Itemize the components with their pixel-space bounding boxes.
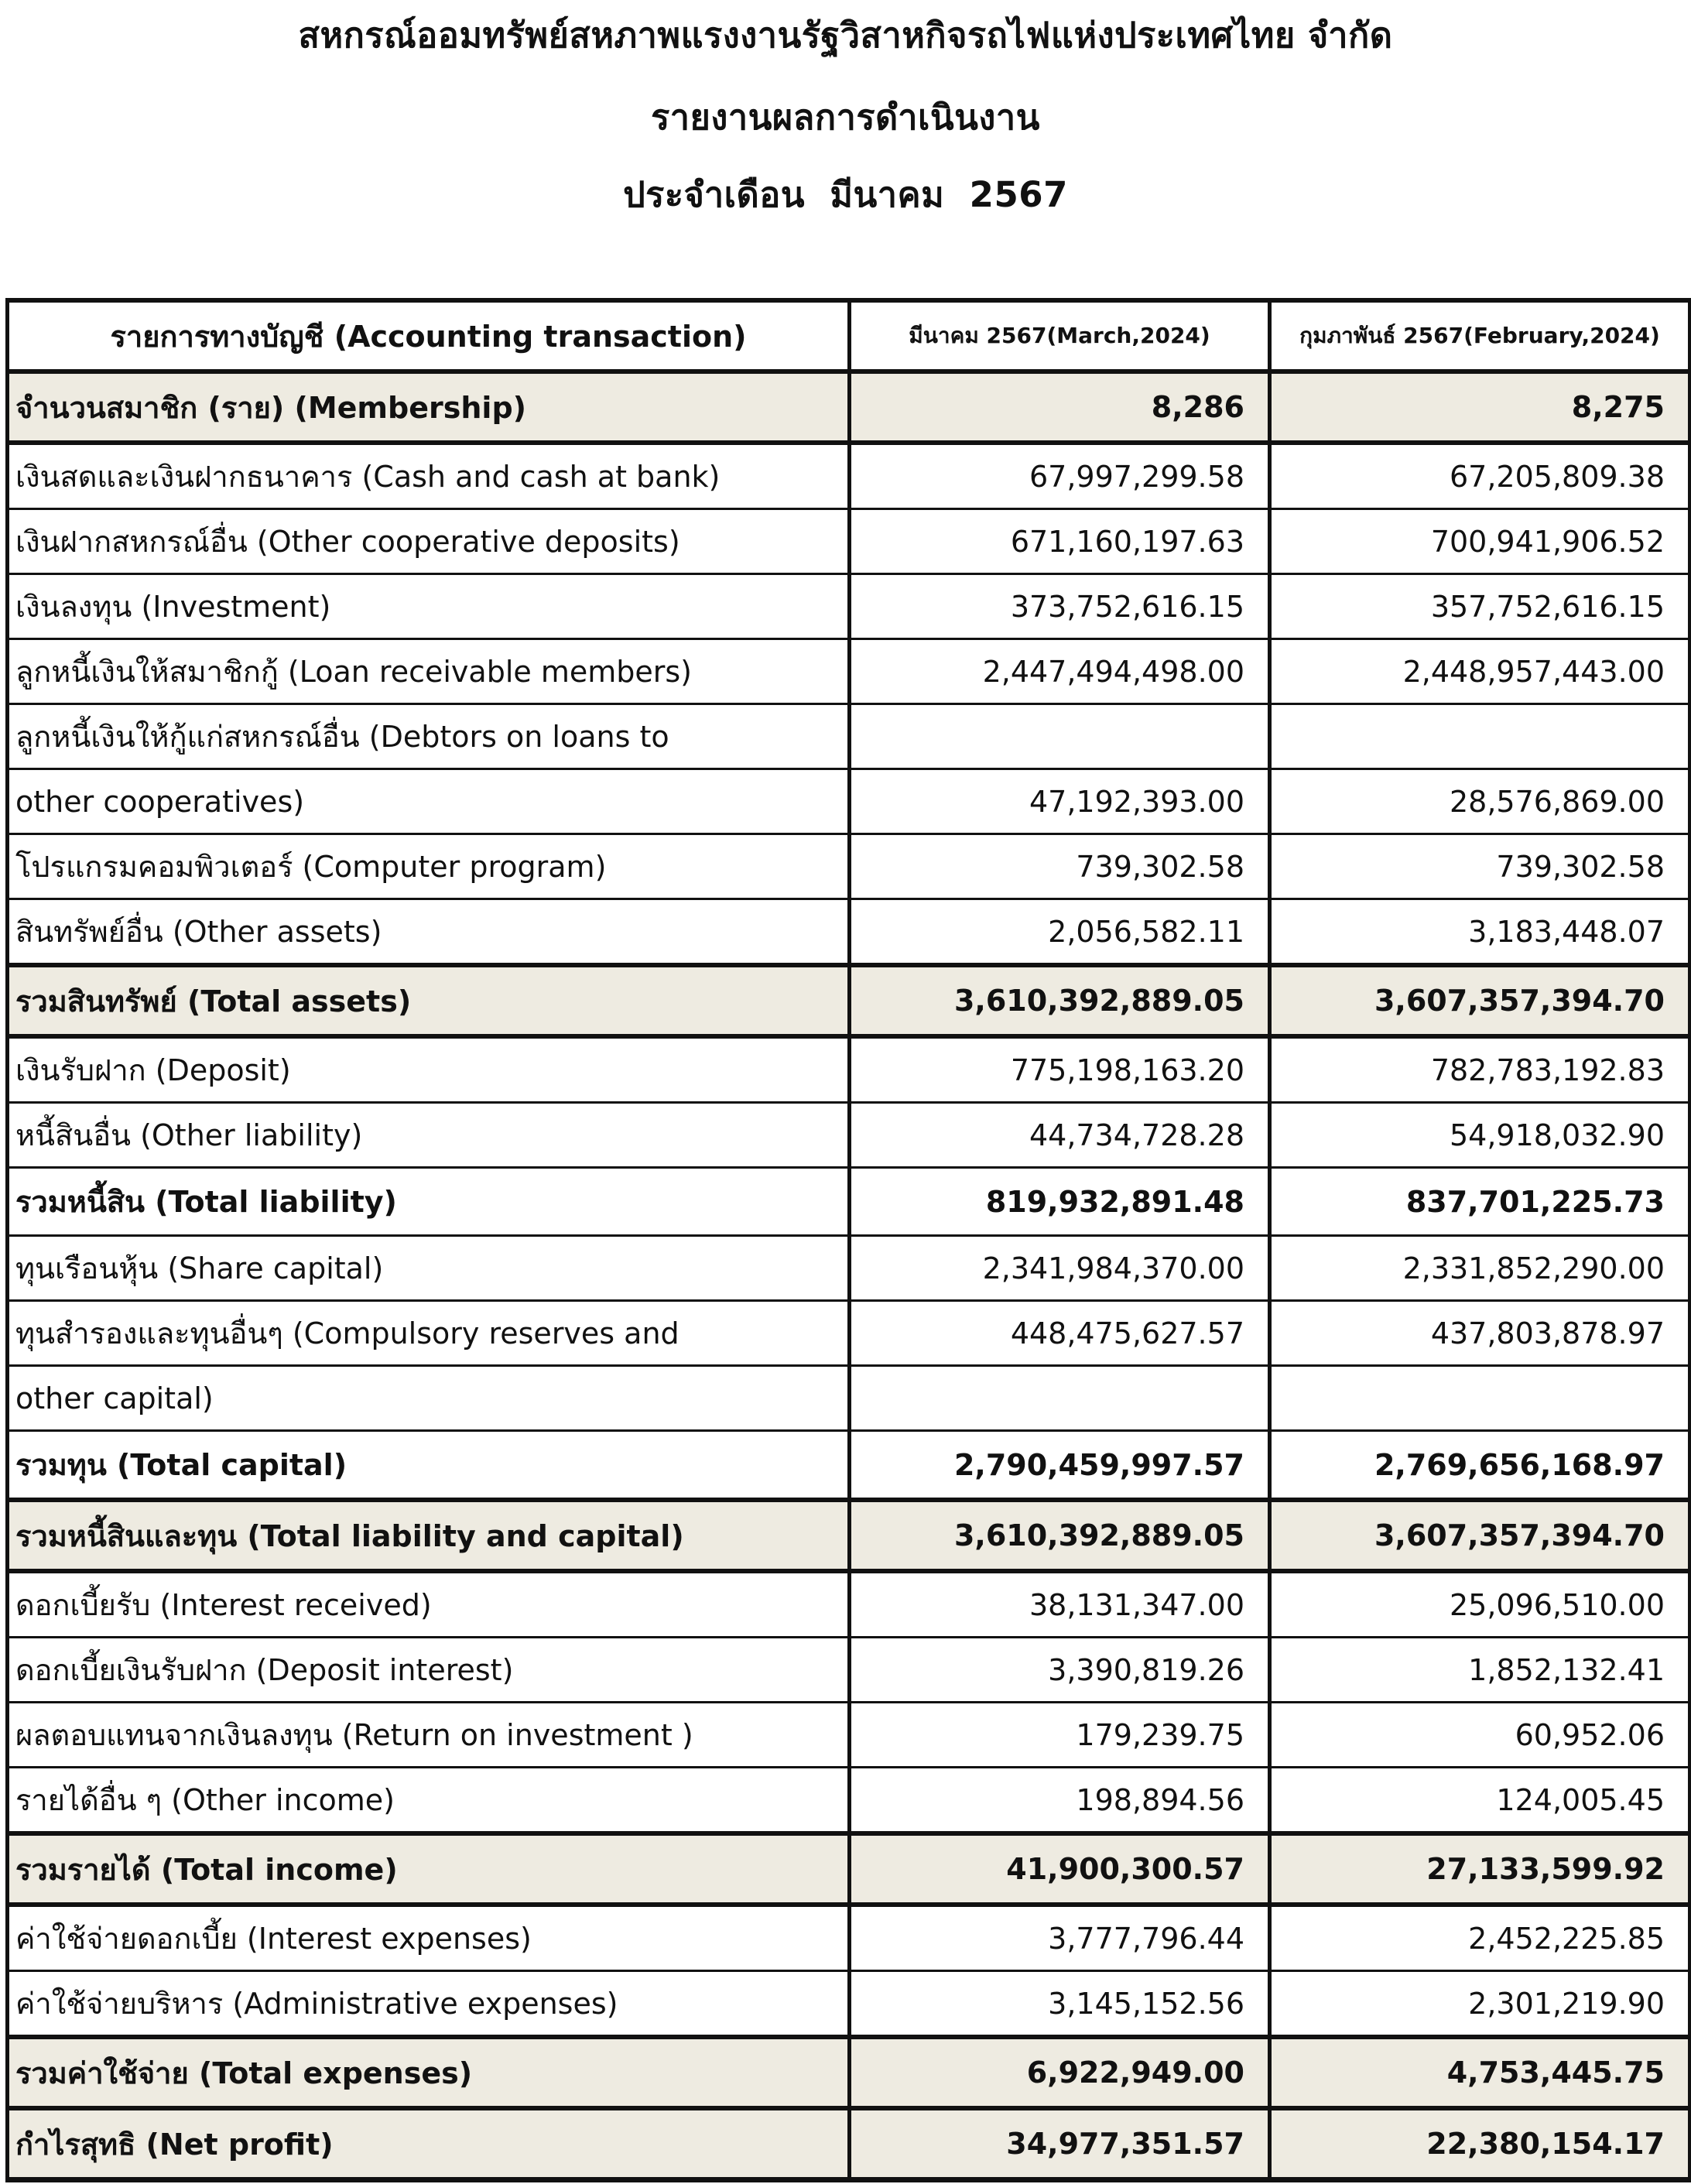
row-label: ทุนเรือนหุ้น (Share capital) [8, 1236, 850, 1301]
row-value-march: 179,239.75 [850, 1703, 1270, 1768]
row-value-march: 739,302.58 [850, 834, 1270, 899]
row-value-march: 3,390,819.26 [850, 1638, 1270, 1703]
column-header-february-2024: กุมภาพันธ์ 2567(February,2024) [1270, 300, 1690, 371]
table-row [8, 1971, 1690, 2038]
row-value-february: 2,301,219.90 [1270, 1971, 1690, 2038]
row-value-february: 357,752,616.15 [1270, 574, 1690, 639]
row-label: ค่าใช้จ่ายดอกเบี้ย (Interest expenses) [8, 1905, 850, 1971]
row-label: ผลตอบแทนจากเงินลงทุน (Return on investment ) [8, 1703, 850, 1768]
table-row [8, 1301, 1690, 1366]
table-row [8, 1703, 1690, 1768]
table-row [8, 834, 1690, 899]
row-value-february: 4,753,445.75 [1270, 2037, 1690, 2108]
report-period: ประจำเดือน มีนาคม 2567 [623, 174, 1068, 215]
row-value-february: 67,205,809.38 [1270, 443, 1690, 509]
row-value-march: 2,790,459,997.57 [850, 1431, 1270, 1501]
row-value-february: 837,701,225.73 [1270, 1168, 1690, 1236]
table-row [8, 1036, 1690, 1103]
table-row-total-capital [8, 1431, 1690, 1501]
row-value-february: 8,275 [1270, 371, 1690, 443]
column-header-accounting-transaction: รายการทางบัญชี (Accounting transaction) [8, 300, 850, 371]
row-value-march: 671,160,197.63 [850, 509, 1270, 574]
row-label: หนี้สินอื่น (Other liability) [8, 1103, 850, 1168]
row-label: รวมหนี้สิน (Total liability) [8, 1168, 850, 1236]
row-value-february: 2,331,852,290.00 [1270, 1236, 1690, 1301]
row-label: ดอกเบี้ยเงินรับฝาก (Deposit interest) [8, 1638, 850, 1703]
row-value-february: 2,448,957,443.00 [1270, 639, 1690, 704]
row-label: รวมรายได้ (Total income) [8, 1833, 850, 1905]
row-value-march: 2,447,494,498.00 [850, 639, 1270, 704]
table-row [8, 899, 1690, 966]
row-value-february: 54,918,032.90 [1270, 1103, 1690, 1168]
row-value-march: 67,997,299.58 [850, 443, 1270, 509]
row-value-february: 437,803,878.97 [1270, 1301, 1690, 1366]
row-value-february: 1,852,132.41 [1270, 1638, 1690, 1703]
table-row [8, 1103, 1690, 1168]
row-value-march: 819,932,891.48 [850, 1168, 1270, 1236]
row-value-february: 3,607,357,394.70 [1270, 965, 1690, 1036]
row-value-march: 47,192,393.00 [850, 769, 1270, 834]
row-value-march: 3,145,152.56 [850, 1971, 1270, 2038]
table-row [8, 509, 1690, 574]
row-value-march: 38,131,347.00 [850, 1571, 1270, 1638]
table-row-membership [8, 371, 1690, 443]
row-value-february: 124,005.45 [1270, 1768, 1690, 1834]
row-value-february: 28,576,869.00 [1270, 769, 1690, 834]
row-value-february: 739,302.58 [1270, 834, 1690, 899]
row-value-february: 25,096,510.00 [1270, 1571, 1690, 1638]
row-value-march: 3,777,796.44 [850, 1905, 1270, 1971]
row-value-march: 448,475,627.57 [850, 1301, 1270, 1366]
row-value-february: 782,783,192.83 [1270, 1036, 1690, 1103]
row-value-march [850, 704, 1270, 769]
row-value-march: 41,900,300.57 [850, 1833, 1270, 1905]
table-row [8, 1571, 1690, 1638]
table-row-total-assets [8, 965, 1690, 1036]
row-value-march: 44,734,728.28 [850, 1103, 1270, 1168]
row-label: ทุนสำรองและทุนอื่นๆ (Compulsory reserves and [8, 1301, 850, 1366]
row-label: เงินฝากสหกรณ์อื่น (Other cooperative deposits) [8, 509, 850, 574]
row-value-march: 3,610,392,889.05 [850, 965, 1270, 1036]
table-row [8, 639, 1690, 704]
row-value-february: 700,941,906.52 [1270, 509, 1690, 574]
row-value-march: 8,286 [850, 371, 1270, 443]
table-row [8, 769, 1690, 834]
row-value-february: 27,133,599.92 [1270, 1833, 1690, 1905]
row-value-february: 2,769,656,168.97 [1270, 1431, 1690, 1501]
row-value-march: 34,977,351.57 [850, 2108, 1270, 2180]
row-label: กำไรสุทธิ (Net profit) [8, 2108, 850, 2180]
row-value-february: 2,452,225.85 [1270, 1905, 1690, 1971]
row-value-march: 2,056,582.11 [850, 899, 1270, 966]
row-value-march: 2,341,984,370.00 [850, 1236, 1270, 1301]
operating-results-table [5, 298, 1691, 2182]
row-label: other cooperatives) [8, 769, 850, 834]
row-label: รวมค่าใช้จ่าย (Total expenses) [8, 2037, 850, 2108]
table-row [8, 1366, 1690, 1431]
row-label: สินทรัพย์อื่น (Other assets) [8, 899, 850, 966]
row-value-february: 3,607,357,394.70 [1270, 1500, 1690, 1571]
table-row-net-profit [8, 2108, 1690, 2180]
row-value-february: 3,183,448.07 [1270, 899, 1690, 966]
table-row-total-income [8, 1833, 1690, 1905]
row-label: other capital) [8, 1366, 850, 1431]
row-value-march: 373,752,616.15 [850, 574, 1270, 639]
table-row-total-expenses [8, 2037, 1690, 2108]
table-header-row [8, 300, 1690, 371]
table-row [8, 1638, 1690, 1703]
row-label: เงินลงทุน (Investment) [8, 574, 850, 639]
row-label: โปรแกรมคอมพิวเตอร์ (Computer program) [8, 834, 850, 899]
table-row [8, 574, 1690, 639]
column-header-march-2024: มีนาคม 2567(March,2024) [850, 300, 1270, 371]
row-label: ลูกหนี้เงินให้กู้แก่สหกรณ์อื่น (Debtors on loans to [8, 704, 850, 769]
row-value-february [1270, 704, 1690, 769]
table-row [8, 1768, 1690, 1834]
row-label: ค่าใช้จ่ายบริหาร (Administrative expenses) [8, 1971, 850, 2038]
row-label: จำนวนสมาชิก (ราย) (Membership) [8, 371, 850, 443]
table-row-total-liability-and-capital [8, 1500, 1690, 1571]
row-value-march: 775,198,163.20 [850, 1036, 1270, 1103]
organization-name: สหกรณ์ออมทรัพย์สหภาพแรงงานรัฐวิสาหกิจรถไฟแห่งประเทศไทย จำกัด [298, 15, 1393, 56]
row-value-february: 22,380,154.17 [1270, 2108, 1690, 2180]
row-label: รวมทุน (Total capital) [8, 1431, 850, 1501]
row-value-march: 6,922,949.00 [850, 2037, 1270, 2108]
row-label: เงินสดและเงินฝากธนาคาร (Cash and cash at bank) [8, 443, 850, 509]
row-label: เงินรับฝาก (Deposit) [8, 1036, 850, 1103]
table-row-total-liability [8, 1168, 1690, 1236]
row-label: ลูกหนี้เงินให้สมาชิกกู้ (Loan receivable members) [8, 639, 850, 704]
row-value-march: 198,894.56 [850, 1768, 1270, 1834]
row-value-march: 3,610,392,889.05 [850, 1500, 1270, 1571]
report-title: รายงานผลการดำเนินงาน [651, 97, 1040, 138]
row-label: รวมหนี้สินและทุน (Total liability and capital) [8, 1500, 850, 1571]
row-value-march [850, 1366, 1270, 1431]
table-row [8, 443, 1690, 509]
table-row [8, 1905, 1690, 1971]
table-row [8, 704, 1690, 769]
table-row [8, 1236, 1690, 1301]
row-label: รวมสินทรัพย์ (Total assets) [8, 965, 850, 1036]
row-label: รายได้อื่น ๆ (Other income) [8, 1768, 850, 1834]
row-label: ดอกเบี้ยรับ (Interest received) [8, 1571, 850, 1638]
row-value-february: 60,952.06 [1270, 1703, 1690, 1768]
row-value-february [1270, 1366, 1690, 1431]
